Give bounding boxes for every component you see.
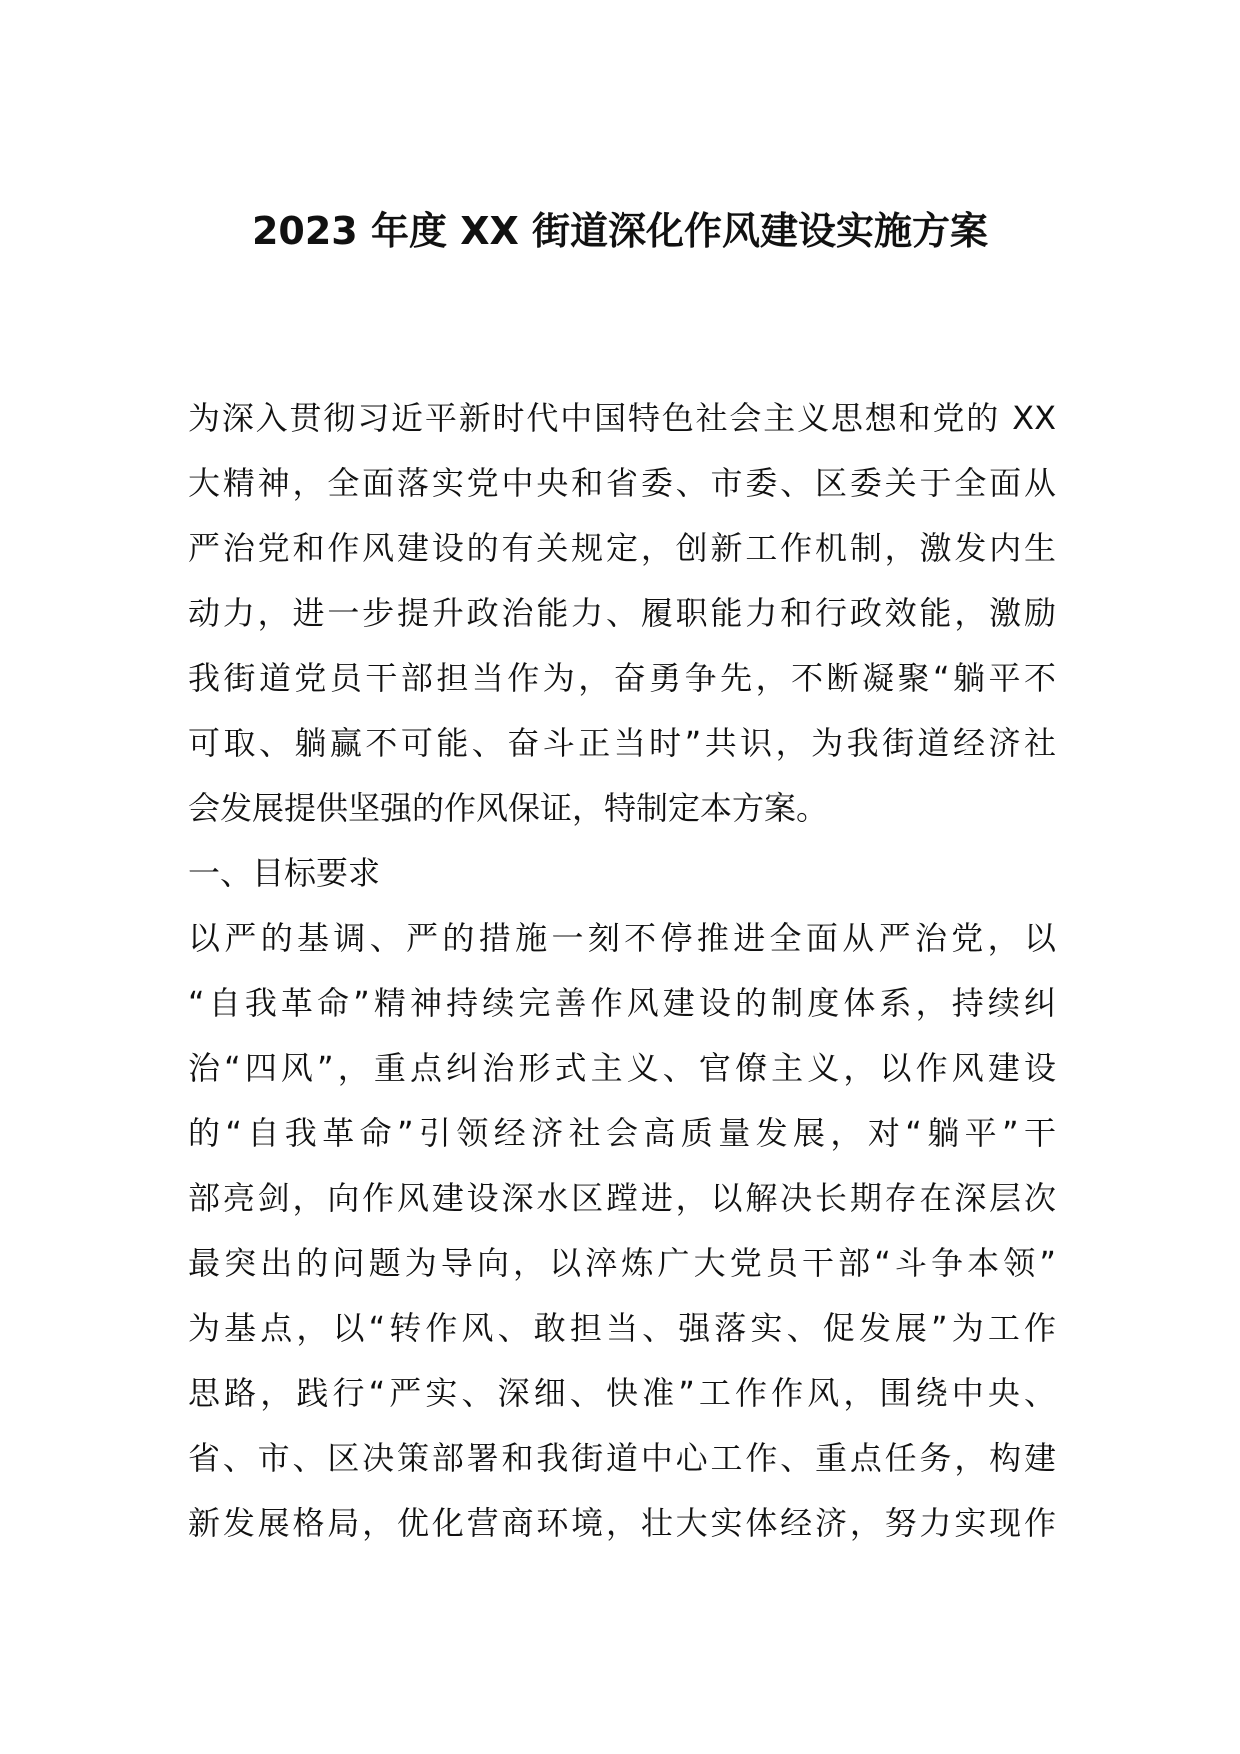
body-line-6: 可取、躺赢不可能、奋斗正当时”共识，为我街道经济社 bbox=[188, 724, 1056, 762]
body-line-1: 为深入贯彻习近平新时代中国特色社会主义思想和党的 XX bbox=[188, 399, 1056, 437]
body-line-12: 的“自我革命”引领经济社会高质量发展，对“躺平”干 bbox=[188, 1114, 1056, 1152]
body-line-7: 会发展提供坚强的作风保证，特制定本方案。 bbox=[188, 789, 829, 827]
body-line-17: 省、市、区决策部署和我街道中心工作、重点任务，构建 bbox=[188, 1439, 1056, 1477]
body-line-18: 新发展格局，优化营商环境，壮大实体经济，努力实现作 bbox=[188, 1504, 1056, 1542]
body-line-11: 治“四风”，重点纠治形式主义、官僚主义，以作风建设 bbox=[188, 1049, 1056, 1087]
section-heading-goals: 一、目标要求 bbox=[188, 854, 381, 892]
body-line-16: 思路，践行“严实、深细、快准”工作作风，围绕中央、 bbox=[188, 1374, 1056, 1412]
body-line-4: 动力，进一步提升政治能力、履职能力和行政效能，激励 bbox=[188, 594, 1056, 632]
body-line-10: “自我革命”精神持续完善作风建设的制度体系，持续纠 bbox=[188, 984, 1056, 1022]
body-line-3: 严治党和作风建设的有关规定，创新工作机制，激发内生 bbox=[188, 529, 1056, 567]
body-line-5: 我街道党员干部担当作为，奋勇争先，不断凝聚“躺平不 bbox=[188, 659, 1056, 697]
body-line-9: 以严的基调、严的措施一刻不停推进全面从严治党，以 bbox=[188, 919, 1056, 957]
document-body bbox=[188, 386, 1056, 1556]
body-line-13: 部亮剑，向作风建设深水区蹚进，以解决长期存在深层次 bbox=[188, 1179, 1056, 1217]
body-line-15: 为基点，以“转作风、敢担当、强落实、促发展”为工作 bbox=[188, 1309, 1056, 1347]
body-line-2: 大精神，全面落实党中央和省委、市委、区委关于全面从 bbox=[188, 464, 1056, 502]
body-line-14: 最突出的问题为导向，以淬炼广大党员干部“斗争本领” bbox=[188, 1244, 1056, 1282]
document-title: 2023 年度 XX 街道深化作风建设实施方案 bbox=[251, 209, 989, 253]
